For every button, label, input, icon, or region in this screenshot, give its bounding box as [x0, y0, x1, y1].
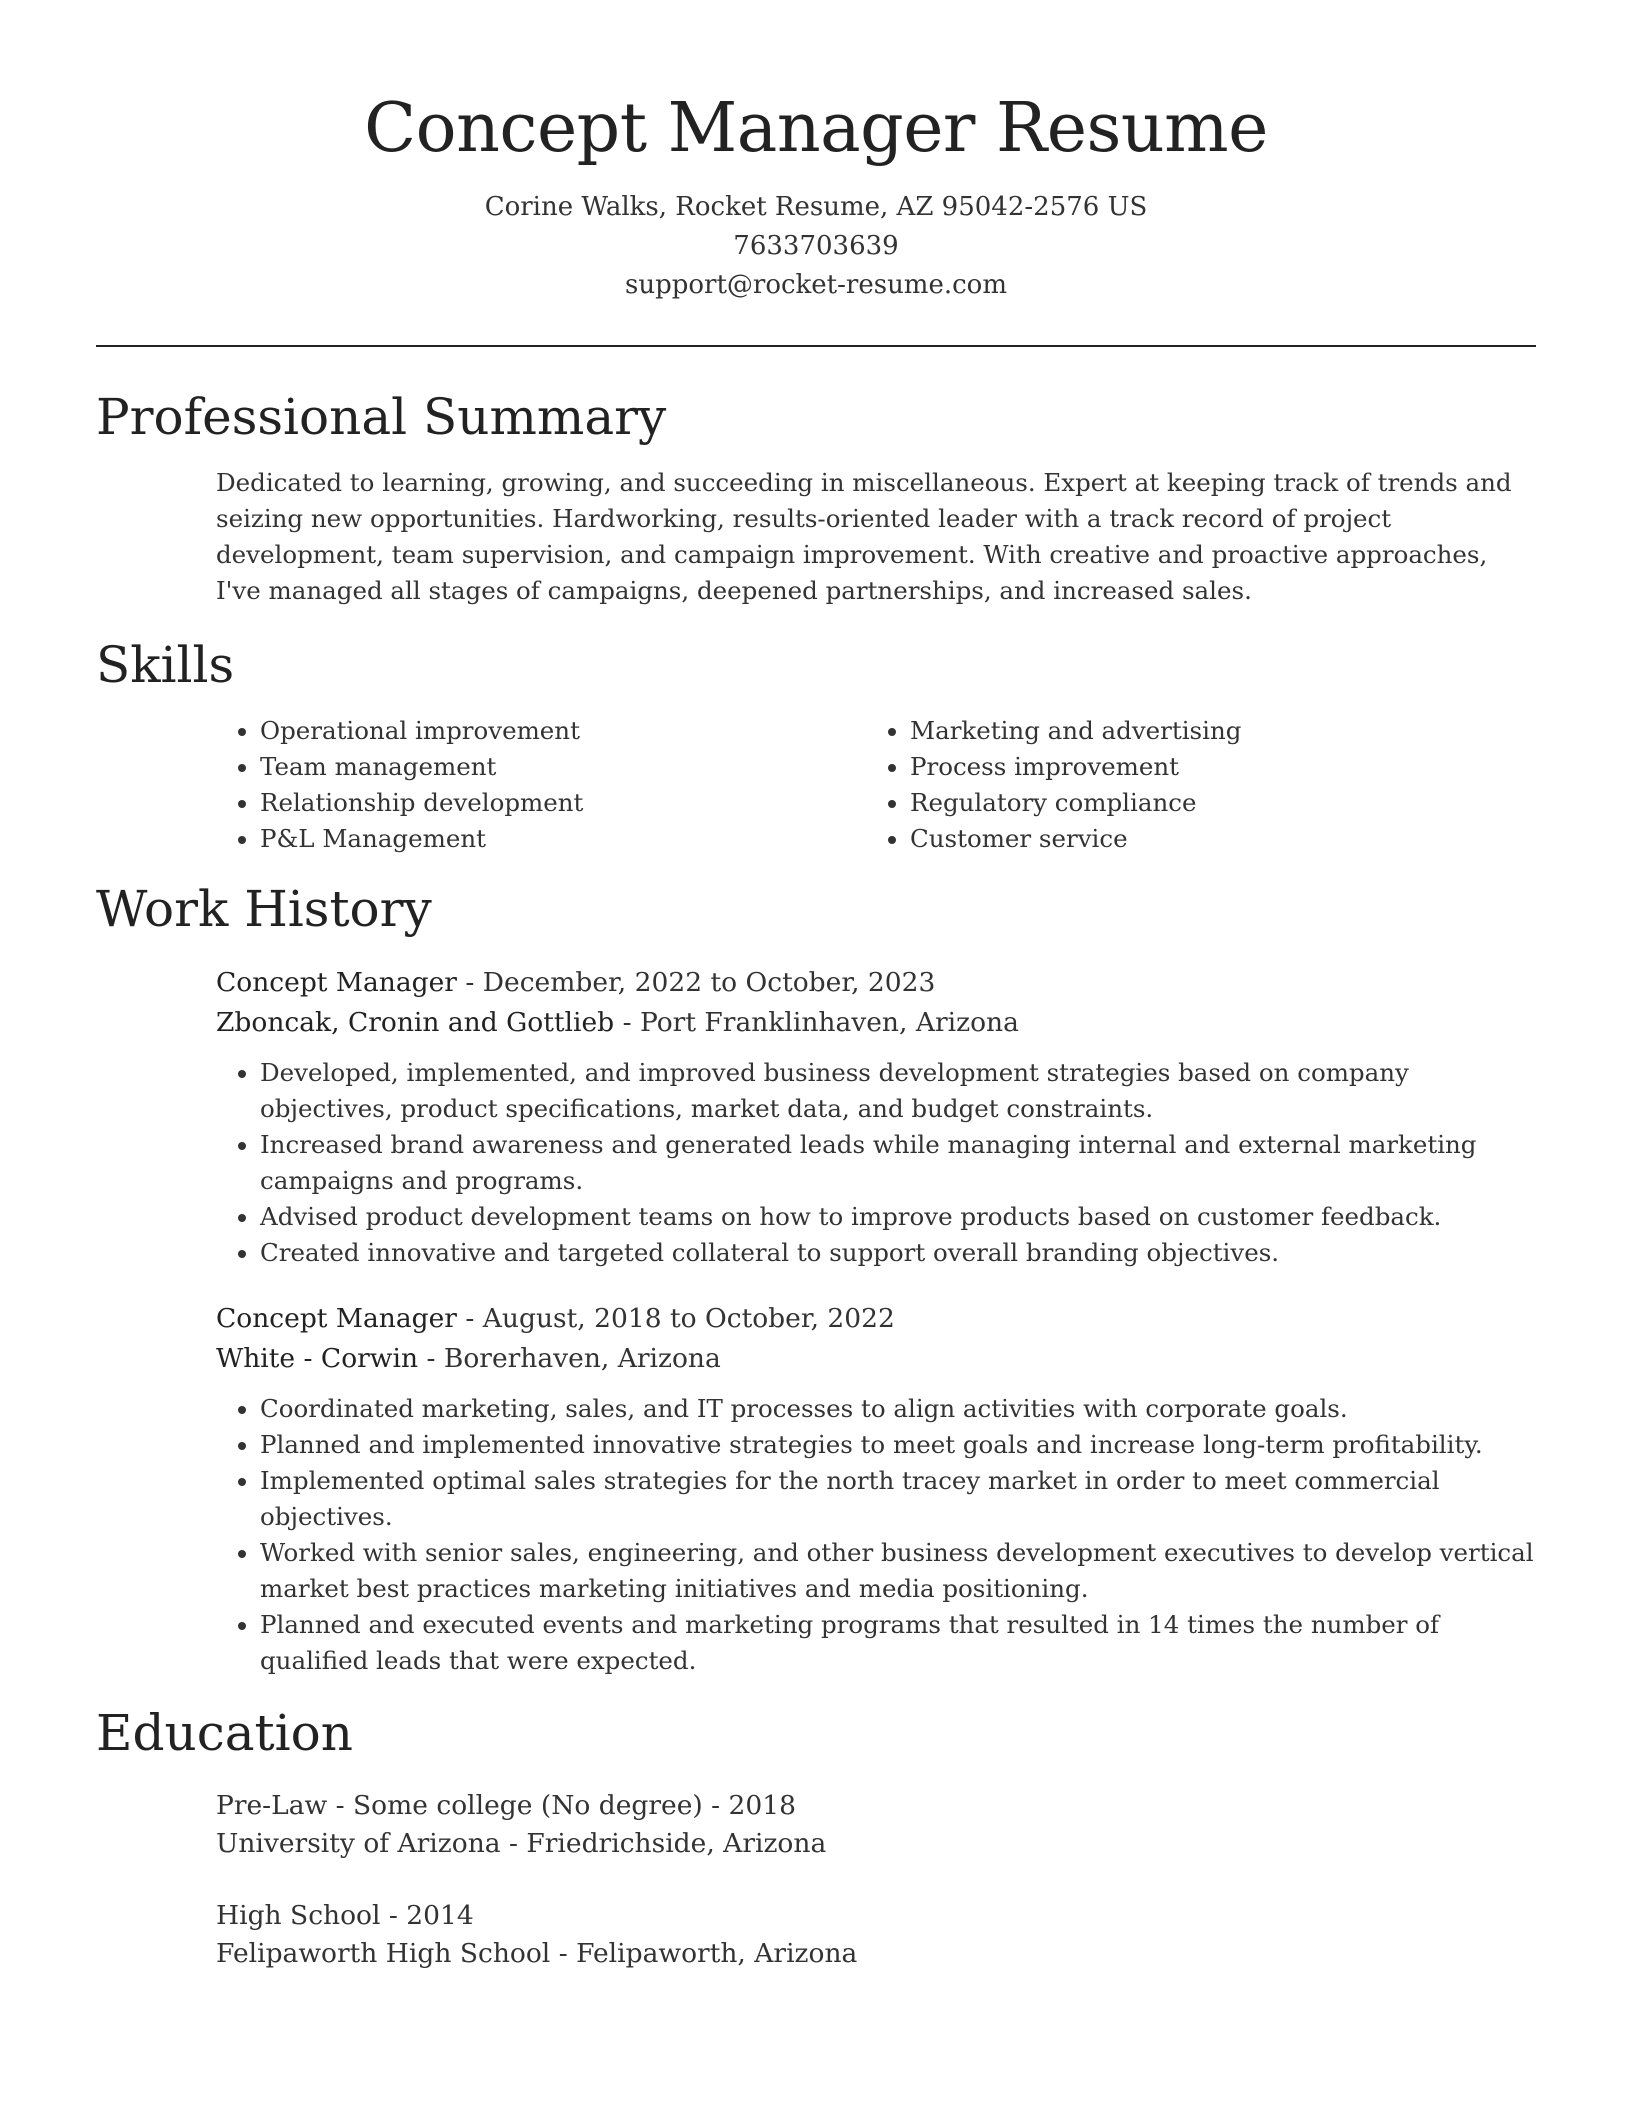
list-item: • Customer service: [910, 821, 1516, 857]
education-entry: [216, 1787, 1536, 1863]
job-dates: - December, 2022 to October, 2023: [456, 967, 936, 998]
education-degree-line: [216, 1897, 1536, 1935]
resume-header: [96, 0, 1536, 347]
list-item: • Process improvement: [910, 749, 1516, 785]
list-item: • Operational improvement: [260, 713, 866, 749]
education-school: University of Arizona: [216, 1828, 501, 1859]
contact-info: [96, 188, 1536, 305]
job-entry: [216, 1299, 1536, 1679]
education-degree: Pre-Law - Some college (No degree): [216, 1790, 703, 1821]
job-title: Concept Manager: [216, 1303, 457, 1334]
job-dates: - August, 2018 to October, 2022: [456, 1303, 895, 1334]
header-divider: [96, 345, 1536, 347]
job-company-line: [216, 1339, 1536, 1379]
skills-heading: Skills: [96, 636, 235, 694]
education-degree-line: [216, 1787, 1536, 1825]
skills-column-right: [866, 713, 1516, 857]
page-title: Concept Manager Resume: [364, 89, 1268, 168]
list-item: • Advised product development teams on how to improve products based on customer feedback.: [260, 1199, 1536, 1235]
job-bullets: [216, 1055, 1536, 1271]
list-item: • Planned and executed events and marketing programs that resulted in 14 times the number of qualified leads that were expected.: [260, 1607, 1536, 1679]
education-school-line: [216, 1935, 1536, 1973]
education-location: - Felipaworth, Arizona: [550, 1938, 858, 1969]
list-item: • Team management: [260, 749, 866, 785]
education-entry: [216, 1897, 1536, 1973]
list-item: • Planned and implemented innovative strategies to meet goals and increase long-term profitability.: [260, 1427, 1536, 1463]
job-bullets: [216, 1391, 1536, 1679]
education-year: - 2018: [702, 1790, 796, 1821]
job-company-line: [216, 1003, 1536, 1043]
list-item: • Implemented optimal sales strategies for the north tracey market in order to meet commercial objectives.: [260, 1463, 1536, 1535]
list-item: • Coordinated marketing, sales, and IT processes to align activities with corporate goals.: [260, 1391, 1536, 1427]
job-company: Zboncak, Cronin and Gottlieb: [216, 1007, 615, 1038]
education-location: - Friedrichside, Arizona: [500, 1828, 827, 1859]
list-item: • Increased brand awareness and generated leads while managing internal and external marketing campaigns and programs.: [260, 1127, 1536, 1199]
job-title-line: [216, 1299, 1536, 1339]
job-location: - Borerhaven, Arizona: [418, 1343, 721, 1374]
list-item: • Regulatory compliance: [910, 785, 1516, 821]
contact-address: Corine Walks, Rocket Resume, AZ 95042-2576 US: [484, 192, 1148, 222]
summary-text: Dedicated to learning, growing, and succeeding in miscellaneous. Expert at keeping track of trends and seizing new opportunities. Hardworking, results-oriented leader with a track record of project development, team supervision, and campaign improvement. With creative and proactive approaches, I've managed all stages of campaigns, deepened partnerships, and increased sales.: [216, 468, 1512, 605]
list-item: • Marketing and advertising: [910, 713, 1516, 749]
list-item: • Created innovative and targeted collateral to support overall branding objectives.: [260, 1235, 1536, 1271]
list-item: • Worked with senior sales, engineering, and other business development executives to develop vertical market best practices marketing initiatives and media positioning.: [260, 1535, 1536, 1607]
job-location: - Port Franklinhaven, Arizona: [614, 1007, 1019, 1038]
job-title-line: [216, 963, 1536, 1003]
skills-column-left: [216, 713, 866, 857]
education-degree: High School: [216, 1900, 381, 1931]
contact-email: support@rocket-resume.com: [624, 270, 1007, 300]
list-item: • Relationship development: [260, 785, 866, 821]
job-company: White - Corwin: [216, 1343, 419, 1374]
contact-phone: 7633703639: [733, 231, 899, 261]
education-school-line: [216, 1825, 1536, 1863]
education-year: - 2014: [380, 1900, 474, 1931]
job-title: Concept Manager: [216, 967, 457, 998]
list-item: • P&L Management: [260, 821, 866, 857]
resume-page: [96, 0, 1536, 1973]
education-school: Felipaworth High School: [216, 1938, 551, 1969]
list-item: • Developed, implemented, and improved business development strategies based on company objectives, product specifications, market data, and budget constraints.: [260, 1055, 1536, 1127]
summary-heading: Professional Summary: [96, 388, 667, 446]
job-entry: [216, 963, 1536, 1271]
education-heading: Education: [96, 1704, 353, 1762]
skills-list: [216, 713, 1536, 857]
work-history-heading: Work History: [96, 880, 432, 938]
